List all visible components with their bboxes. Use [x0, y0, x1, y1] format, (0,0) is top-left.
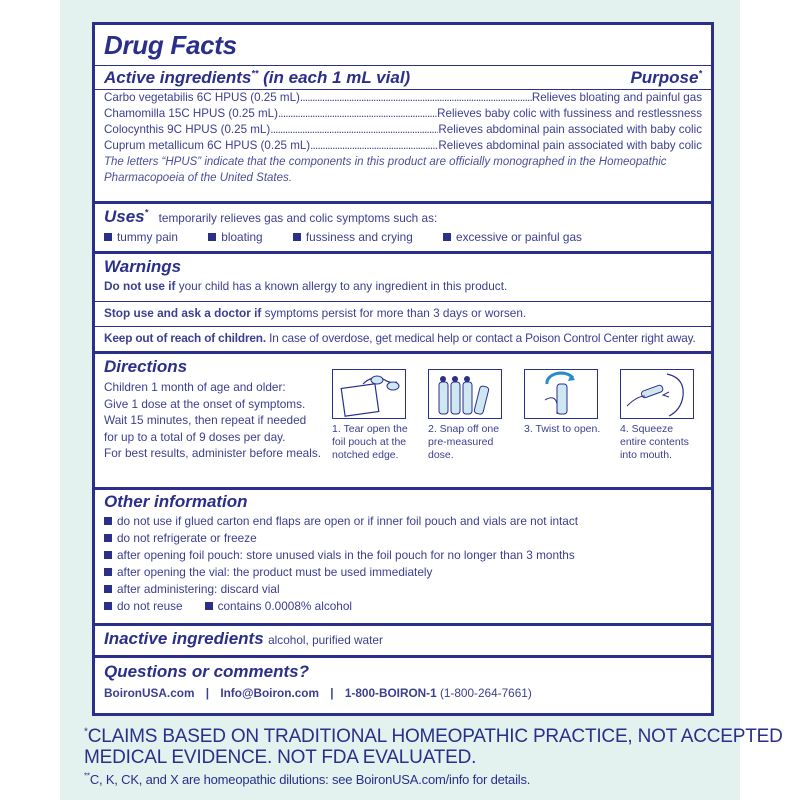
section-divider	[95, 201, 711, 204]
ingredient-row: Chamomilla 15C HPUS (0.25 mL) . . . Relieves baby colic with fussiness and restlessness	[104, 106, 702, 122]
divider	[95, 65, 711, 66]
list-item: do not use if glued carton end flaps are open or if inner foil pouch and vials are not intact	[104, 513, 702, 530]
questions-heading: Questions or comments?	[104, 662, 309, 681]
phone-digits: (1-800-264-7661)	[439, 686, 532, 700]
drug-facts-title: Drug Facts	[104, 30, 237, 60]
dilution-footnote: **C, K, CK, and X are homeopathic dilutions: see BoironUSA.com/info for details.	[84, 771, 531, 787]
other-information-section	[95, 492, 711, 615]
drug-facts-panel	[92, 22, 714, 716]
list-item: after opening the vial: the product must be used immediately	[104, 564, 702, 581]
squeeze-into-mouth-icon	[620, 369, 694, 419]
active-ingredients-section	[95, 68, 711, 186]
divider	[95, 301, 711, 302]
uses-heading: Uses*	[104, 207, 149, 226]
uses-item: excessive or painful gas	[456, 230, 582, 244]
inactive-ingredients-section	[95, 629, 711, 649]
section-divider	[95, 655, 711, 658]
directions-section	[95, 357, 711, 487]
uses-item: tummy pain	[117, 230, 178, 244]
claims-disclaimer-line-1: *CLAIMS BASED ON TRADITIONAL HOMEOPATHIC PRACTICE, NOT ACCEPTED	[84, 726, 783, 747]
email-link[interactable]: Info@Boiron.com	[220, 686, 319, 700]
section-divider	[95, 487, 711, 490]
warning-do-not-use: Do not use if your child has a known allergy to any ingredient in this product.	[104, 279, 508, 293]
inactive-ingredients-heading: Inactive ingredients	[104, 629, 264, 648]
uses-list	[104, 229, 702, 246]
drug-facts-header	[95, 31, 711, 59]
uses-item: bloating	[221, 230, 263, 244]
uses-section	[95, 207, 711, 246]
questions-section	[95, 662, 711, 702]
phone-number[interactable]: 1-800-BOIRON-1	[344, 686, 437, 700]
purpose-heading: Purpose*	[630, 68, 702, 87]
list-item: do not refrigerate or freeze	[104, 530, 702, 547]
directions-text: Children 1 month of age and older: Give 1 dose at the onset of symptoms. Wait 15 minutes, then repeat if needed for up to a total of 9 doses per day. For best results, administer before meals.	[104, 380, 322, 460]
divider	[95, 326, 711, 327]
ingredient-row: Colocynthis 9C HPUS (0.25 mL) . . . Relieves abdominal pain associated with baby colic	[104, 122, 702, 138]
other-information-heading: Other information	[104, 492, 248, 511]
warnings-section	[95, 257, 711, 295]
list-item: do not reuse contains 0.0008% alcohol	[104, 598, 702, 615]
warnings-heading: Warnings	[104, 257, 182, 276]
list-item: after administering: discard vial	[104, 581, 702, 598]
other-information-list	[104, 513, 702, 615]
snap-off-vial-icon	[428, 369, 502, 419]
list-item: after opening foil pouch: store unused vials in the foil pouch for no longer than 3 months	[104, 547, 702, 564]
ingredient-row: Carbo vegetabilis 6C HPUS (0.25 mL) . . . Relieves bloating and painful gas	[104, 90, 702, 106]
active-ingredients-heading: Active ingredients** (in each 1 mL vial)	[104, 68, 411, 87]
hpus-note: The letters “HPUS” indicate that the components in this product are officially monographed in the Homeopathic Pharmacopoeia of the United States.	[104, 156, 667, 184]
directions-heading: Directions	[104, 357, 188, 376]
warning-keep-out: Keep out of reach of children. In case of overdose, get medical help or contact a Poison Control Center right away.	[104, 331, 696, 345]
website-link[interactable]: BoironUSA.com	[104, 686, 195, 700]
uses-item: fussiness and crying	[305, 230, 413, 244]
claims-disclaimer-line-2: MEDICAL EVIDENCE. NOT FDA EVALUATED.	[84, 747, 477, 768]
ingredient-row: Cuprum metallicum 6C HPUS (0.25 mL) . . . Relieves abdominal pain associated with baby colic	[104, 138, 702, 154]
contact-line: BoironUSA.com | Info@Boiron.com | 1-800-BOIRON-1 (1-800-264-7661)	[104, 686, 532, 700]
direction-step: 2. Snap off one pre-measured dose.	[428, 423, 500, 461]
tear-foil-pouch-icon	[332, 369, 406, 419]
direction-step: 4. Squeeze entire contents into mouth.	[620, 423, 689, 461]
section-divider	[95, 251, 711, 254]
section-divider	[95, 623, 711, 626]
section-divider	[95, 351, 711, 354]
inactive-ingredients-text: alcohol, purified water	[268, 633, 383, 647]
uses-intro: temporarily relieves gas and colic symptoms such as:	[158, 211, 438, 225]
warning-stop-use: Stop use and ask a doctor if symptoms persist for more than 3 days or worsen.	[104, 306, 527, 320]
direction-step: 3. Twist to open.	[524, 423, 601, 435]
direction-step: 1. Tear open the foil pouch at the notched edge.	[332, 423, 408, 461]
twist-open-icon	[524, 369, 598, 419]
